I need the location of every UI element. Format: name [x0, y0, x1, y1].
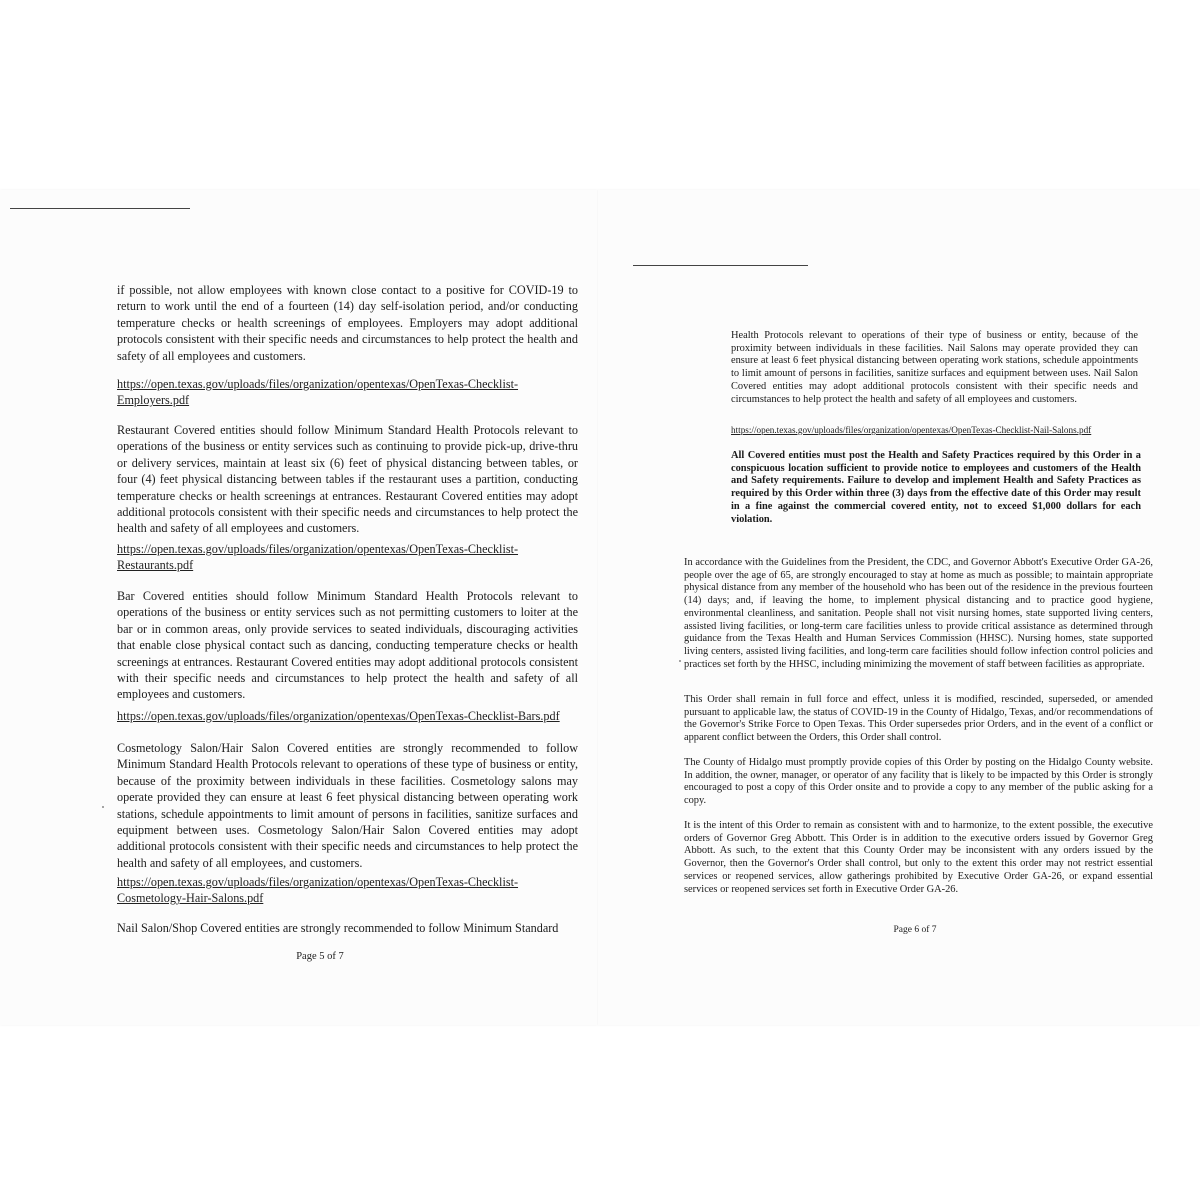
paragraph-guidelines: In accordance with the Guidelines from the President, the CDC, and Governor Abbott's Executive Order GA-26, people over the age of 65, are strongly encouraged to stay at home as much as possible; to maintain appropriate physical distance from any member of the household who has been out of the residence in the previous fourteen (14) days; and, if leaving the home, to implement physical distancing and to practice good hygiene, environmental cleanliness, and sanitation. People shall not visit nursing homes, state supported living centers, assisted living facilities, or long-term care facilities unless to provide critical assistance as determined through guidance from the Texas Health and Human Services Commission (HHSC). Nursing homes, state supported living centers, assisted living facilities, and long-term care facilities should follow infection control policies and practices set forth by the HHSC, including minimizing the movement of staff between facilities as appropriate.	[684, 557, 1153, 670]
page-number-5: Page 5 of 7	[296, 951, 344, 962]
header-rule-left	[10, 208, 190, 209]
paragraph-order-effect: This Order shall remain in full force and effect, unless it is modified, rescinded, superseded, or amended pursuant to applicable law, the status of COVID-19 in the County of Hidalgo, Texas, and/or recommendations of the Governor's Strike Force to Open Texas. This Order supersedes prior Orders, and in the event of a conflict or apparent conflict between the Orders, this Order shall control.	[684, 694, 1153, 744]
paragraph-nail-salon-start: Nail Salon/Shop Covered entities are strongly recommended to follow Minimum Standard	[117, 921, 559, 935]
paragraph-nail-salon: Health Protocols relevant to operations of their type of business or entity, because of the proximity between individuals in these facilities. Nail Salons may operate provided they can ensure at least 6 feet physical distancing between operating work stations, schedule appointments to limit amount of persons in facilities, sanitize surfaces and equipment between uses. Nail Salon Covered entities may adopt additional protocols consistent with their specific needs and circumstances to help protect the health and safety of all employees and customers.	[731, 330, 1138, 405]
paragraph-county-copies: The County of Hidalgo must promptly provide copies of this Order by posting on the Hidalgo County website. In addition, the owner, manager, or operator of any facility that is likely to be impacted by this Order is strongly encouraged to post a copy of this Order onsite and to provide a copy to any member of the public asking for a copy.	[684, 757, 1153, 807]
link-cosmetology-line2[interactable]: Cosmetology-Hair-Salons.pdf	[117, 891, 264, 906]
paragraph-restaurant: Restaurant Covered entities should follow Minimum Standard Health Protocols relevant to operations of the business or entity services such as continuing to provide pick-up, drive-thru or delivery services, maintain at least six (6) feet of physical distancing between tables, or four (4) feet physical distancing between tables if the restaurant uses a partition, conducting temperature checks or health screenings at entrances. Restaurant Covered entities may adopt additional protocols consistent with their specific needs and circumstances to help protect the health and safety of all employees and customers.	[117, 423, 578, 536]
header-rule-right	[633, 265, 808, 266]
page-number-6: Page 6 of 7	[893, 925, 937, 935]
link-employers-line2[interactable]: Employers.pdf	[117, 393, 190, 408]
scan-speck	[679, 660, 681, 662]
link-bars-checklist[interactable]: https://open.texas.gov/uploads/files/organization/opentexas/OpenTexas-Checklist-Bars.pdf	[117, 709, 560, 723]
link-restaurants-line1[interactable]: https://open.texas.gov/uploads/files/organization/opentexas/OpenTexas-Checklist-	[117, 542, 519, 556]
notice-health-safety-practices: All Covered entities must post the Health and Safety Practices required by this Order in a conspicuous location sufficient to provide notice to employees and customers of the Health and Safety requirements. Failure to develop and implement Health and Safety Practices as required by this Order within three (3) days from the effective date of this Order may result in a fine against the commercial covered entity, not to exceed $1,000 dollars for each violation.	[731, 450, 1141, 525]
paragraph-bar: Bar Covered entities should follow Minimum Standard Health Protocols relevant to operations of the business or entity services such as not permitting customers to loiter at the bar or in common areas, only provide services to seated individuals, discouraging activities that enable close physical contact such as dancing, conducting temperature checks or health screenings at entrances. Restaurant Covered entities may adopt additional protocols consistent with their specific needs and circumstances to help protect the health and safety of all employees and customers.	[117, 589, 578, 702]
link-restaurants-line2[interactable]: Restaurants.pdf	[117, 558, 194, 573]
link-employers-line1[interactable]: https://open.texas.gov/uploads/files/organization/opentexas/OpenTexas-Checklist-	[117, 377, 519, 391]
paragraph-employers: if possible, not allow employees with known close contact to a positive for COVID-19 to return to work until the end of a fourteen (14) day self-isolation period, and/or conducting temperature checks or health screenings of employees. Employers may adopt additional protocols consistent with their specific needs and circumstances to help protect the health and safety of all employees and customers.	[117, 283, 578, 363]
scan-speck	[102, 806, 104, 808]
link-nail-salons-checklist[interactable]: https://open.texas.gov/uploads/files/organization/opentexas/OpenTexas-Checklist-Nail-Salons.pdf	[731, 425, 1092, 435]
paragraph-cosmetology: Cosmetology Salon/Hair Salon Covered entities are strongly recommended to follow Minimum Standard Health Protocols relevant to operations of these type of business or entity, because of the proximity between individuals in these facilities. Cosmetology salons may operate provided they can ensure at least 6 feet physical distancing between operating work stations, schedule appointments to limit amount of persons in facilities, sanitize surfaces and equipment between uses. Cosmetology Salon/Hair Salon Covered entities may adopt additional protocols consistent with their specific needs and circumstances to help protect the health and safety of all employees, and customers.	[117, 741, 578, 870]
link-cosmetology-checklist[interactable]	[117, 874, 578, 907]
link-employers-checklist[interactable]	[117, 376, 578, 409]
paragraph-intent: It is the intent of this Order to remain as consistent with and to harmonize, to the extent possible, the executive orders of Governor Greg Abbott. This Order is in addition to the executive orders issued by Governor Greg Abbott. As such, to the extent that this County Order may be inconsistent with any orders issued by the Governor, then the Governor's Order shall control, but only to the extent this order may not restrict essential services or reopened services, allow gatherings prohibited by Executive Order GA-26, or expand essential services or reopened services set forth in Executive Order GA-26.	[684, 820, 1153, 895]
link-restaurants-checklist[interactable]	[117, 541, 578, 574]
link-cosmetology-line1[interactable]: https://open.texas.gov/uploads/files/organization/opentexas/OpenTexas-Checklist-	[117, 875, 519, 889]
